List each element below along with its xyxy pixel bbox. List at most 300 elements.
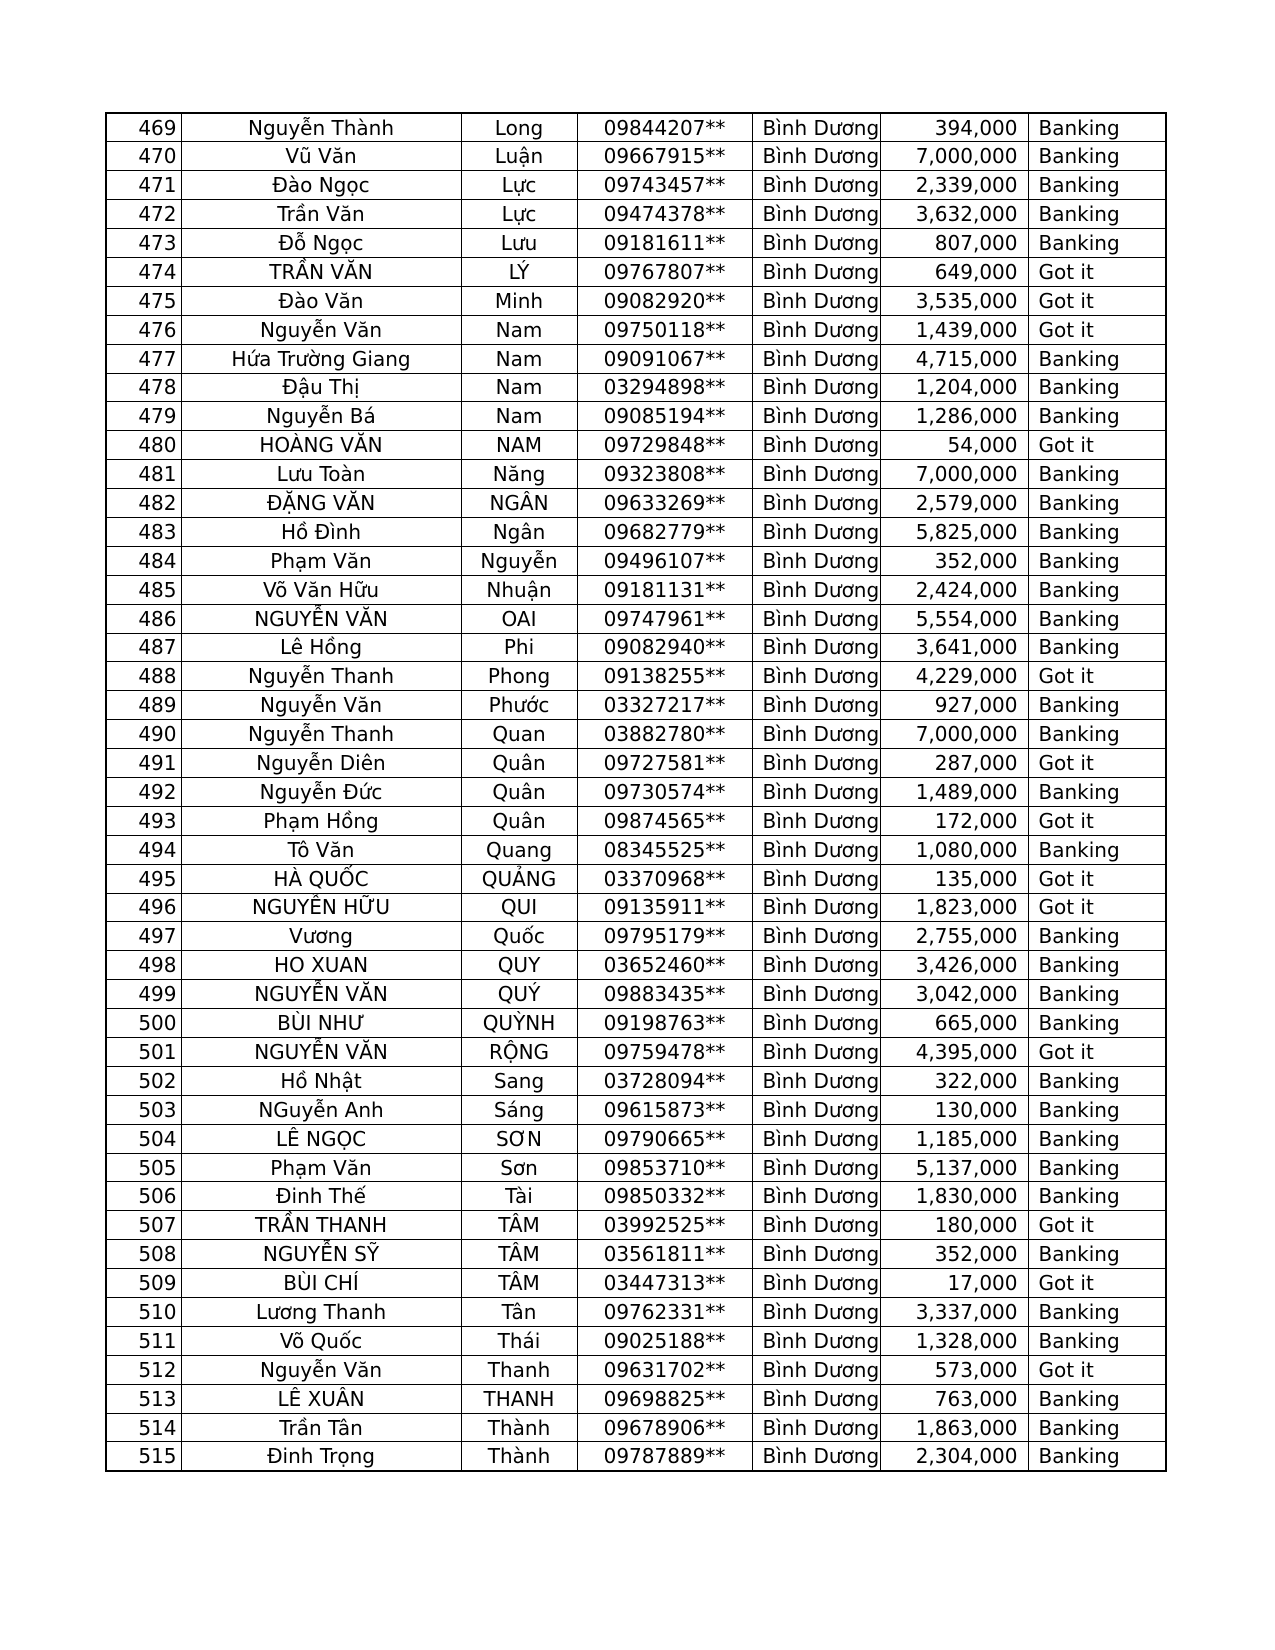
table-row <box>106 1153 1166 1182</box>
phone-cell: 09698825** <box>577 1384 752 1413</box>
phone-cell: 09747961** <box>577 604 752 633</box>
phone-cell: 09727581** <box>577 749 752 778</box>
method-cell: Banking <box>1028 1153 1166 1182</box>
last-middle-name-cell: Trần Văn <box>181 200 461 229</box>
first-name-cell: Quang <box>461 835 577 864</box>
last-middle-name-cell: Nguyễn Văn <box>181 691 461 720</box>
last-middle-name-cell: NGUYỄN SỸ <box>181 1240 461 1269</box>
last-middle-name-cell: TRẦN VĂN <box>181 257 461 286</box>
first-name-cell: Nam <box>461 373 577 402</box>
province-cell: Bình Dương <box>752 402 880 431</box>
method-cell: Banking <box>1028 1240 1166 1269</box>
row-number-cell: 506 <box>106 1182 181 1211</box>
amount-cell: 1,830,000 <box>880 1182 1028 1211</box>
phone-cell: 09082920** <box>577 286 752 315</box>
table-row <box>106 1413 1166 1442</box>
last-middle-name-cell: Hồ Đình <box>181 517 461 546</box>
row-number-cell: 489 <box>106 691 181 720</box>
method-cell: Banking <box>1028 1124 1166 1153</box>
table-row <box>106 142 1166 171</box>
first-name-cell: QUỲNH <box>461 1009 577 1038</box>
first-name-cell: Quân <box>461 777 577 806</box>
phone-cell: 09795179** <box>577 922 752 951</box>
province-cell: Bình Dương <box>752 777 880 806</box>
phone-cell: 09474378** <box>577 200 752 229</box>
amount-cell: 1,823,000 <box>880 893 1028 922</box>
last-middle-name-cell: BÙI CHÍ <box>181 1269 461 1298</box>
row-number-cell: 474 <box>106 257 181 286</box>
last-middle-name-cell: Hứa Trường Giang <box>181 344 461 373</box>
phone-cell: 09631702** <box>577 1355 752 1384</box>
last-middle-name-cell: Nguyễn Thanh <box>181 662 461 691</box>
table-row <box>106 633 1166 662</box>
method-cell: Banking <box>1028 460 1166 489</box>
amount-cell: 1,185,000 <box>880 1124 1028 1153</box>
table-row <box>106 1269 1166 1298</box>
amount-cell: 1,863,000 <box>880 1413 1028 1442</box>
first-name-cell: Ngân <box>461 517 577 546</box>
last-middle-name-cell: NGUYỄN HỮU <box>181 893 461 922</box>
method-cell: Banking <box>1028 142 1166 171</box>
phone-cell: 03728094** <box>577 1066 752 1095</box>
table-row <box>106 806 1166 835</box>
province-cell: Bình Dương <box>752 951 880 980</box>
row-number-cell: 500 <box>106 1009 181 1038</box>
phone-cell: 09667915** <box>577 142 752 171</box>
method-cell: Got it <box>1028 749 1166 778</box>
phone-cell: 09729848** <box>577 431 752 460</box>
last-middle-name-cell: Hồ Nhật <box>181 1066 461 1095</box>
phone-cell: 08345525** <box>577 835 752 864</box>
method-cell: Got it <box>1028 864 1166 893</box>
row-number-cell: 501 <box>106 1038 181 1067</box>
first-name-cell: Quân <box>461 749 577 778</box>
amount-cell: 5,137,000 <box>880 1153 1028 1182</box>
phone-cell: 09135911** <box>577 893 752 922</box>
last-middle-name-cell: Đinh Trọng <box>181 1442 461 1471</box>
province-cell: Bình Dương <box>752 893 880 922</box>
row-number-cell: 482 <box>106 489 181 518</box>
table-row <box>106 662 1166 691</box>
method-cell: Banking <box>1028 922 1166 951</box>
amount-cell: 3,632,000 <box>880 200 1028 229</box>
method-cell: Banking <box>1028 980 1166 1009</box>
last-middle-name-cell: Nguyễn Diên <box>181 749 461 778</box>
row-number-cell: 490 <box>106 720 181 749</box>
amount-cell: 172,000 <box>880 806 1028 835</box>
amount-cell: 3,337,000 <box>880 1298 1028 1327</box>
amount-cell: 3,535,000 <box>880 286 1028 315</box>
last-middle-name-cell: Lê Hồng <box>181 633 461 662</box>
last-middle-name-cell: Đào Văn <box>181 286 461 315</box>
amount-cell: 3,641,000 <box>880 633 1028 662</box>
province-cell: Bình Dương <box>752 1355 880 1384</box>
method-cell: Got it <box>1028 431 1166 460</box>
table-row <box>106 517 1166 546</box>
phone-cell: 09025188** <box>577 1326 752 1355</box>
amount-cell: 649,000 <box>880 257 1028 286</box>
phone-cell: 09844207** <box>577 113 752 142</box>
last-middle-name-cell: HO XUAN <box>181 951 461 980</box>
table-row <box>106 777 1166 806</box>
amount-cell: 352,000 <box>880 1240 1028 1269</box>
row-number-cell: 502 <box>106 1066 181 1095</box>
province-cell: Bình Dương <box>752 431 880 460</box>
first-name-cell: RỘNG <box>461 1038 577 1067</box>
phone-cell: 03882780** <box>577 720 752 749</box>
method-cell: Got it <box>1028 1211 1166 1240</box>
phone-cell: 03992525** <box>577 1211 752 1240</box>
province-cell: Bình Dương <box>752 1384 880 1413</box>
province-cell: Bình Dương <box>752 1326 880 1355</box>
amount-cell: 130,000 <box>880 1095 1028 1124</box>
table-row <box>106 257 1166 286</box>
amount-cell: 2,339,000 <box>880 171 1028 200</box>
first-name-cell: Nam <box>461 344 577 373</box>
amount-cell: 3,426,000 <box>880 951 1028 980</box>
province-cell: Bình Dương <box>752 1182 880 1211</box>
phone-cell: 09762331** <box>577 1298 752 1327</box>
province-cell: Bình Dương <box>752 460 880 489</box>
last-middle-name-cell: Võ Văn Hữu <box>181 575 461 604</box>
phone-cell: 09767807** <box>577 257 752 286</box>
province-cell: Bình Dương <box>752 1095 880 1124</box>
province-cell: Bình Dương <box>752 1240 880 1269</box>
amount-cell: 2,579,000 <box>880 489 1028 518</box>
phone-cell: 09730574** <box>577 777 752 806</box>
last-middle-name-cell: NGuyễn Anh <box>181 1095 461 1124</box>
row-number-cell: 478 <box>106 373 181 402</box>
last-middle-name-cell: Phạm Văn <box>181 1153 461 1182</box>
phone-cell: 03294898** <box>577 373 752 402</box>
first-name-cell: Thái <box>461 1326 577 1355</box>
province-cell: Bình Dương <box>752 720 880 749</box>
last-middle-name-cell: Phạm Văn <box>181 546 461 575</box>
row-number-cell: 480 <box>106 431 181 460</box>
row-number-cell: 503 <box>106 1095 181 1124</box>
first-name-cell: Phi <box>461 633 577 662</box>
first-name-cell: Phong <box>461 662 577 691</box>
province-cell: Bình Dương <box>752 257 880 286</box>
amount-cell: 2,755,000 <box>880 922 1028 951</box>
table-row <box>106 893 1166 922</box>
amount-cell: 54,000 <box>880 431 1028 460</box>
amount-cell: 2,304,000 <box>880 1442 1028 1471</box>
first-name-cell: Minh <box>461 286 577 315</box>
method-cell: Banking <box>1028 951 1166 980</box>
province-cell: Bình Dương <box>752 922 880 951</box>
first-name-cell: Nguyễn <box>461 546 577 575</box>
province-cell: Bình Dương <box>752 1124 880 1153</box>
phone-cell: 09198763** <box>577 1009 752 1038</box>
method-cell: Got it <box>1028 1355 1166 1384</box>
method-cell: Got it <box>1028 662 1166 691</box>
first-name-cell: SƠN <box>461 1124 577 1153</box>
table-row <box>106 200 1166 229</box>
row-number-cell: 495 <box>106 864 181 893</box>
last-middle-name-cell: Nguyễn Văn <box>181 315 461 344</box>
row-number-cell: 508 <box>106 1240 181 1269</box>
first-name-cell: Thanh <box>461 1355 577 1384</box>
table-body <box>106 113 1166 1471</box>
table-row <box>106 720 1166 749</box>
amount-cell: 4,395,000 <box>880 1038 1028 1067</box>
phone-cell: 09787889** <box>577 1442 752 1471</box>
table-row <box>106 1442 1166 1471</box>
table-row <box>106 1211 1166 1240</box>
first-name-cell: OAI <box>461 604 577 633</box>
last-middle-name-cell: NGUYỄN VĂN <box>181 604 461 633</box>
amount-cell: 807,000 <box>880 229 1028 258</box>
row-number-cell: 483 <box>106 517 181 546</box>
first-name-cell: Phước <box>461 691 577 720</box>
table-row <box>106 373 1166 402</box>
phone-cell: 09633269** <box>577 489 752 518</box>
table-row <box>106 286 1166 315</box>
phone-cell: 03370968** <box>577 864 752 893</box>
amount-cell: 573,000 <box>880 1355 1028 1384</box>
row-number-cell: 493 <box>106 806 181 835</box>
province-cell: Bình Dương <box>752 806 880 835</box>
first-name-cell: Lực <box>461 171 577 200</box>
first-name-cell: Quan <box>461 720 577 749</box>
table-row <box>106 171 1166 200</box>
method-cell: Got it <box>1028 806 1166 835</box>
phone-cell: 03561811** <box>577 1240 752 1269</box>
last-middle-name-cell: Vương <box>181 922 461 951</box>
method-cell: Banking <box>1028 604 1166 633</box>
phone-cell: 09874565** <box>577 806 752 835</box>
last-middle-name-cell: Võ Quốc <box>181 1326 461 1355</box>
amount-cell: 5,825,000 <box>880 517 1028 546</box>
table-row <box>106 1384 1166 1413</box>
row-number-cell: 477 <box>106 344 181 373</box>
table-row <box>106 1009 1166 1038</box>
row-number-cell: 504 <box>106 1124 181 1153</box>
last-middle-name-cell: Trần Tân <box>181 1413 461 1442</box>
method-cell: Banking <box>1028 517 1166 546</box>
first-name-cell: Năng <box>461 460 577 489</box>
first-name-cell: THANH <box>461 1384 577 1413</box>
amount-cell: 4,715,000 <box>880 344 1028 373</box>
last-middle-name-cell: NGUYỄN VĂN <box>181 1038 461 1067</box>
phone-cell: 03652460** <box>577 951 752 980</box>
province-cell: Bình Dương <box>752 749 880 778</box>
row-number-cell: 494 <box>106 835 181 864</box>
province-cell: Bình Dương <box>752 864 880 893</box>
amount-cell: 1,328,000 <box>880 1326 1028 1355</box>
table-row <box>106 229 1166 258</box>
method-cell: Banking <box>1028 575 1166 604</box>
first-name-cell: Tân <box>461 1298 577 1327</box>
row-number-cell: 514 <box>106 1413 181 1442</box>
province-cell: Bình Dương <box>752 1269 880 1298</box>
phone-cell: 09085194** <box>577 402 752 431</box>
first-name-cell: Lực <box>461 200 577 229</box>
first-name-cell: Thành <box>461 1413 577 1442</box>
phone-cell: 09850332** <box>577 1182 752 1211</box>
phone-cell: 09615873** <box>577 1095 752 1124</box>
province-cell: Bình Dương <box>752 1066 880 1095</box>
last-middle-name-cell: ĐẶNG VĂN <box>181 489 461 518</box>
row-number-cell: 509 <box>106 1269 181 1298</box>
phone-cell: 09496107** <box>577 546 752 575</box>
amount-cell: 4,229,000 <box>880 662 1028 691</box>
province-cell: Bình Dương <box>752 1211 880 1240</box>
phone-cell: 09181611** <box>577 229 752 258</box>
table-row <box>106 575 1166 604</box>
last-middle-name-cell: TRẦN THANH <box>181 1211 461 1240</box>
amount-cell: 927,000 <box>880 691 1028 720</box>
province-cell: Bình Dương <box>752 1038 880 1067</box>
amount-cell: 180,000 <box>880 1211 1028 1240</box>
row-number-cell: 497 <box>106 922 181 951</box>
province-cell: Bình Dương <box>752 604 880 633</box>
first-name-cell: LÝ <box>461 257 577 286</box>
method-cell: Banking <box>1028 1182 1166 1211</box>
table-row <box>106 1326 1166 1355</box>
method-cell: Banking <box>1028 1095 1166 1124</box>
row-number-cell: 512 <box>106 1355 181 1384</box>
method-cell: Banking <box>1028 373 1166 402</box>
first-name-cell: Thành <box>461 1442 577 1471</box>
phone-cell: 09138255** <box>577 662 752 691</box>
first-name-cell: QUẢNG <box>461 864 577 893</box>
phone-cell: 09853710** <box>577 1153 752 1182</box>
province-cell: Bình Dương <box>752 489 880 518</box>
amount-cell: 135,000 <box>880 864 1028 893</box>
row-number-cell: 475 <box>106 286 181 315</box>
last-middle-name-cell: NGUYỄN VĂN <box>181 980 461 1009</box>
row-number-cell: 505 <box>106 1153 181 1182</box>
first-name-cell: Sáng <box>461 1095 577 1124</box>
last-middle-name-cell: Đỗ Ngọc <box>181 229 461 258</box>
table-row <box>106 1298 1166 1327</box>
table-row <box>106 922 1166 951</box>
table-row <box>106 315 1166 344</box>
amount-cell: 1,286,000 <box>880 402 1028 431</box>
row-number-cell: 470 <box>106 142 181 171</box>
method-cell: Banking <box>1028 777 1166 806</box>
amount-cell: 352,000 <box>880 546 1028 575</box>
province-cell: Bình Dương <box>752 1009 880 1038</box>
method-cell: Banking <box>1028 489 1166 518</box>
phone-cell: 09678906** <box>577 1413 752 1442</box>
amount-cell: 394,000 <box>880 113 1028 142</box>
method-cell: Banking <box>1028 113 1166 142</box>
row-number-cell: 472 <box>106 200 181 229</box>
phone-cell: 09759478** <box>577 1038 752 1067</box>
row-number-cell: 485 <box>106 575 181 604</box>
last-middle-name-cell: Lưu Toàn <box>181 460 461 489</box>
amount-cell: 1,439,000 <box>880 315 1028 344</box>
table-row <box>106 546 1166 575</box>
table-row <box>106 1095 1166 1124</box>
amount-cell: 7,000,000 <box>880 720 1028 749</box>
phone-cell: 03327217** <box>577 691 752 720</box>
last-middle-name-cell: Phạm Hồng <box>181 806 461 835</box>
first-name-cell: TÂM <box>461 1269 577 1298</box>
method-cell: Got it <box>1028 1038 1166 1067</box>
method-cell: Banking <box>1028 1298 1166 1327</box>
province-cell: Bình Dương <box>752 200 880 229</box>
phone-cell: 09883435** <box>577 980 752 1009</box>
row-number-cell: 511 <box>106 1326 181 1355</box>
last-middle-name-cell: Nguyễn Thành <box>181 113 461 142</box>
table-row <box>106 835 1166 864</box>
amount-cell: 1,204,000 <box>880 373 1028 402</box>
method-cell: Got it <box>1028 286 1166 315</box>
first-name-cell: Luận <box>461 142 577 171</box>
province-cell: Bình Dương <box>752 142 880 171</box>
first-name-cell: Sơn <box>461 1153 577 1182</box>
row-number-cell: 469 <box>106 113 181 142</box>
row-number-cell: 473 <box>106 229 181 258</box>
amount-cell: 7,000,000 <box>880 142 1028 171</box>
method-cell: Banking <box>1028 691 1166 720</box>
province-cell: Bình Dương <box>752 171 880 200</box>
table-row <box>106 604 1166 633</box>
first-name-cell: Tài <box>461 1182 577 1211</box>
last-middle-name-cell: Đậu Thị <box>181 373 461 402</box>
last-middle-name-cell: Lương Thanh <box>181 1298 461 1327</box>
province-cell: Bình Dương <box>752 517 880 546</box>
province-cell: Bình Dương <box>752 980 880 1009</box>
phone-cell: 09091067** <box>577 344 752 373</box>
first-name-cell: Quốc <box>461 922 577 951</box>
method-cell: Banking <box>1028 633 1166 662</box>
last-middle-name-cell: HÀ QUỐC <box>181 864 461 893</box>
amount-cell: 2,424,000 <box>880 575 1028 604</box>
table-row <box>106 1066 1166 1095</box>
table-row <box>106 691 1166 720</box>
last-middle-name-cell: Đào Ngọc <box>181 171 461 200</box>
table-row <box>106 980 1166 1009</box>
phone-cell: 03447313** <box>577 1269 752 1298</box>
row-number-cell: 484 <box>106 546 181 575</box>
amount-cell: 322,000 <box>880 1066 1028 1095</box>
table-row <box>106 1124 1166 1153</box>
payout-table <box>105 112 1167 1472</box>
row-number-cell: 507 <box>106 1211 181 1240</box>
province-cell: Bình Dương <box>752 662 880 691</box>
table-row <box>106 1355 1166 1384</box>
row-number-cell: 476 <box>106 315 181 344</box>
method-cell: Got it <box>1028 893 1166 922</box>
last-middle-name-cell: BÙI NHƯ <box>181 1009 461 1038</box>
method-cell: Banking <box>1028 229 1166 258</box>
method-cell: Banking <box>1028 1384 1166 1413</box>
amount-cell: 1,080,000 <box>880 835 1028 864</box>
last-middle-name-cell: Nguyễn Bá <box>181 402 461 431</box>
table-row <box>106 460 1166 489</box>
method-cell: Banking <box>1028 200 1166 229</box>
first-name-cell: Long <box>461 113 577 142</box>
first-name-cell: Nhuận <box>461 575 577 604</box>
phone-cell: 09682779** <box>577 517 752 546</box>
row-number-cell: 491 <box>106 749 181 778</box>
first-name-cell: Quân <box>461 806 577 835</box>
first-name-cell: QUI <box>461 893 577 922</box>
province-cell: Bình Dương <box>752 575 880 604</box>
last-middle-name-cell: Nguyễn Đức <box>181 777 461 806</box>
phone-cell: 09323808** <box>577 460 752 489</box>
province-cell: Bình Dương <box>752 1442 880 1471</box>
method-cell: Banking <box>1028 1066 1166 1095</box>
phone-cell: 09082940** <box>577 633 752 662</box>
method-cell: Got it <box>1028 1269 1166 1298</box>
province-cell: Bình Dương <box>752 633 880 662</box>
